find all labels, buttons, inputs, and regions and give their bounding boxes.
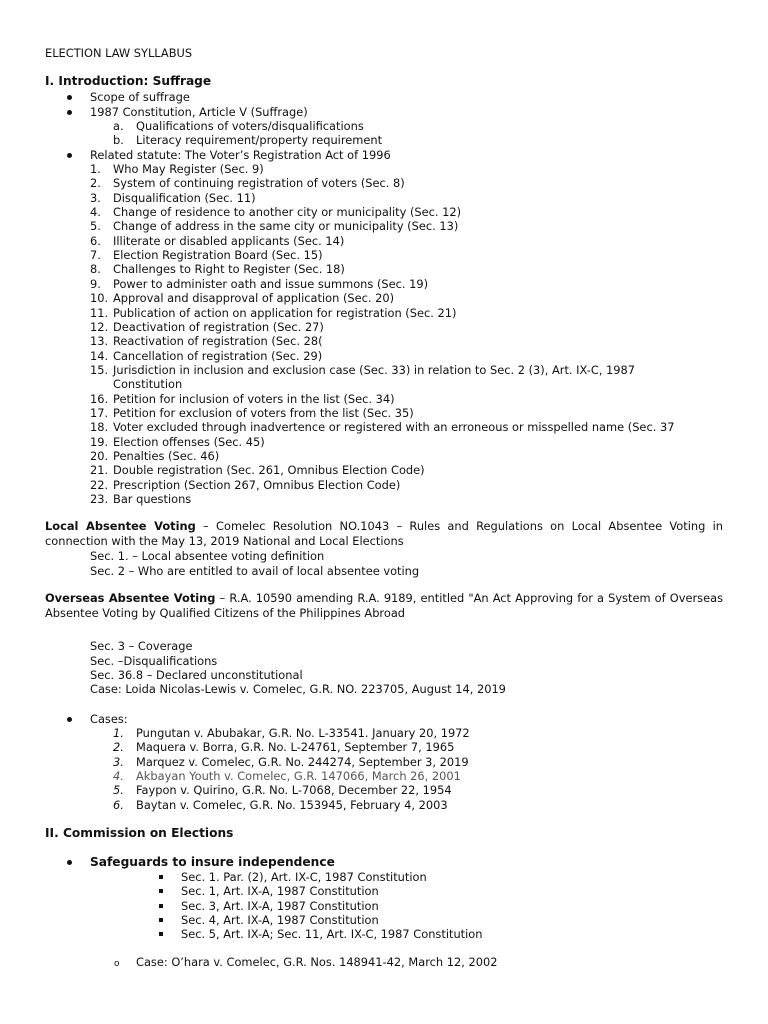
list-number: 14. <box>90 348 109 363</box>
overseas-sec-36-8: Sec. 36.8 – Declared unconstitutional <box>90 668 303 682</box>
local-absentee-text: – Comelec Resolution NO.1043 – Rules and Regulations on Local Absentee Voting in connection with the May 13, 2019 National and Local Elections <box>45 519 723 548</box>
list-item: Power to administer oath and issue summons (Sec. 19) <box>113 276 429 291</box>
overseas-absentee-text: – R.A. 10590 amending R.A. 9189, entitled "An Act Approving for a System of Overseas Absentee Voting by Qualified Citizens of the Philippines Abroad <box>45 591 724 620</box>
list-number: 10. <box>90 291 109 306</box>
case-item: Faypon v. Quirino, G.R. No. L-7068, December 22, 1954 <box>136 783 452 798</box>
cases-label: Cases: <box>90 712 128 726</box>
case-item: Marquez v. Comelec, G.R. No. 244274, September 3, 2019 <box>136 754 469 769</box>
list-item: Disqualification (Sec. 11) <box>113 190 256 205</box>
safeguard-item: Sec. 4, Art. IX-A, 1987 Constitution <box>181 912 379 927</box>
overseas-sec-3: Sec. 3 – Coverage <box>90 639 193 653</box>
sub-marker: b. <box>113 133 124 147</box>
list-item: Constitution <box>113 377 183 392</box>
square-bullet-icon <box>159 918 163 922</box>
section-1-heading: I. Introduction: Suffrage <box>45 74 212 88</box>
bullet-icon <box>67 153 72 158</box>
square-bullet-icon <box>159 904 163 908</box>
square-bullet-icon <box>159 932 163 936</box>
list-number: 4. <box>90 205 101 220</box>
list-number: 18. <box>90 420 109 435</box>
list-number: 21. <box>90 463 109 478</box>
constitution-article-v: 1987 Constitution, Article V (Suffrage) <box>90 105 308 119</box>
list-item: Illiterate or disabled applicants (Sec. 14) <box>113 233 345 248</box>
safeguard-item: Sec. 5, Art. IX-A; Sec. 11, Art. IX-C, 1987 Constitution <box>181 927 483 942</box>
case-number: 2. <box>113 740 124 755</box>
local-absentee-paragraph <box>45 519 723 548</box>
list-item: Voter excluded through inadvertence or registered with an erroneous or misspelled name (Sec. 37 <box>113 420 675 435</box>
list-item: Election offenses (Sec. 45) <box>113 434 265 449</box>
sub-item: Literacy requirement/property requirement <box>136 133 383 147</box>
circle-marker-icon: o <box>114 959 120 969</box>
list-number: 23. <box>90 492 109 507</box>
sub-marker: a. <box>113 119 124 133</box>
list-number: 16. <box>90 391 109 406</box>
list-item: Cancellation of registration (Sec. 29) <box>113 348 323 363</box>
case-item: Baytan v. Comelec, G.R. No. 153945, February 4, 2003 <box>136 797 448 812</box>
list-item: Bar questions <box>113 492 192 507</box>
list-number: 1. <box>90 162 101 176</box>
list-item: Prescription (Section 267, Omnibus Election Code) <box>113 477 401 492</box>
list-item: System of continuing registration of voters (Sec. 8) <box>113 176 405 191</box>
list-number: 3. <box>90 190 101 205</box>
list-item: Reactivation of registration (Sec. 28( <box>113 334 323 349</box>
case-number: 4. <box>113 768 124 783</box>
document-title: ELECTION LAW SYLLABUS <box>45 46 193 60</box>
list-number: 6. <box>90 233 101 248</box>
section-2-heading: II. Commission on Elections <box>45 826 234 840</box>
square-bullet-icon <box>159 875 163 879</box>
bullet-icon <box>67 717 72 722</box>
list-number: 13. <box>90 334 109 349</box>
local-sec-2: Sec. 2 – Who are entitled to avail of local absentee voting <box>90 564 420 578</box>
list-number: 9. <box>90 276 101 291</box>
square-bullet-icon <box>159 889 163 893</box>
safeguard-item: Sec. 1, Art. IX-A, 1987 Constitution <box>181 884 379 899</box>
local-absentee-label: Local Absentee Voting <box>45 519 196 533</box>
case-number: 6. <box>113 797 124 812</box>
overseas-sec-disqualifications: Sec. –Disqualifications <box>90 654 218 668</box>
list-number: 5. <box>90 219 101 234</box>
list-number: 2. <box>90 176 101 191</box>
case-number: 5. <box>113 783 124 798</box>
list-item: Publication of action on application for registration (Sec. 21) <box>113 305 457 320</box>
safeguard-item: Sec. 1. Par. (2), Art. IX-C, 1987 Constitution <box>181 870 427 884</box>
list-number: 22. <box>90 477 109 492</box>
case-item: Pungutan v. Abubakar, G.R. No. L-33541. January 20, 1972 <box>136 726 470 740</box>
list-item: Penalties (Sec. 46) <box>113 449 220 463</box>
overseas-absentee-label: Overseas Absentee Voting <box>45 591 216 605</box>
case-number: 3. <box>113 754 124 769</box>
list-number: 8. <box>90 262 101 277</box>
list-item: Election Registration Board (Sec. 15) <box>113 248 323 263</box>
case-number: 1. <box>113 726 124 740</box>
local-sec-1: Sec. 1. – Local absentee voting definition <box>90 549 325 563</box>
related-statute: Related statute: The Voter’s Registration Act of 1996 <box>90 148 391 162</box>
list-number: 15. <box>90 362 109 377</box>
list-item: Petition for exclusion of voters from the list (Sec. 35) <box>113 405 414 420</box>
list-item: Who May Register (Sec. 9) <box>113 162 264 176</box>
bullet-icon <box>67 860 72 865</box>
overseas-case: Case: Loida Nicolas-Lewis v. Comelec, G.R. NO. 223705, August 14, 2019 <box>90 682 506 696</box>
scope-of-suffrage: Scope of suffrage <box>90 90 190 104</box>
list-item: Petition for inclusion of voters in the list (Sec. 34) <box>113 391 395 406</box>
list-item: Challenges to Right to Register (Sec. 18) <box>113 262 345 277</box>
case-item: Maquera v. Borra, G.R. No. L-24761, September 7, 1965 <box>136 740 455 755</box>
case-item: Akbayan Youth v. Comelec, G.R. 147066, March 26, 2001 <box>136 768 461 783</box>
list-item: Change of address in the same city or municipality (Sec. 13) <box>113 219 459 234</box>
list-item: Double registration (Sec. 261, Omnibus Election Code) <box>113 463 425 478</box>
list-number: 11. <box>90 305 109 320</box>
list-number: 20. <box>90 449 109 463</box>
ohara-case: Case: O’hara v. Comelec, G.R. Nos. 148941-42, March 12, 2002 <box>136 955 498 969</box>
overseas-absentee-paragraph <box>45 591 723 620</box>
list-number: 19. <box>90 434 109 449</box>
list-item: Deactivation of registration (Sec. 27) <box>113 319 324 334</box>
safeguard-item: Sec. 3, Art. IX-A, 1987 Constitution <box>181 898 379 913</box>
safeguards-heading: Safeguards to insure independence <box>90 855 335 869</box>
list-number: 7. <box>90 248 101 263</box>
list-item: Jurisdiction in inclusion and exclusion case (Sec. 33) in relation to Sec. 2 (3), Art. IX-C, 1987 <box>113 362 636 377</box>
bullet-icon <box>67 110 72 115</box>
list-number: 12. <box>90 319 109 334</box>
list-item: Approval and disapproval of application (Sec. 20) <box>113 291 395 306</box>
sub-item: Qualifications of voters/disqualifications <box>136 119 364 133</box>
list-number: 17. <box>90 405 109 420</box>
bullet-icon <box>67 95 72 100</box>
list-item: Change of residence to another city or municipality (Sec. 12) <box>113 205 462 220</box>
